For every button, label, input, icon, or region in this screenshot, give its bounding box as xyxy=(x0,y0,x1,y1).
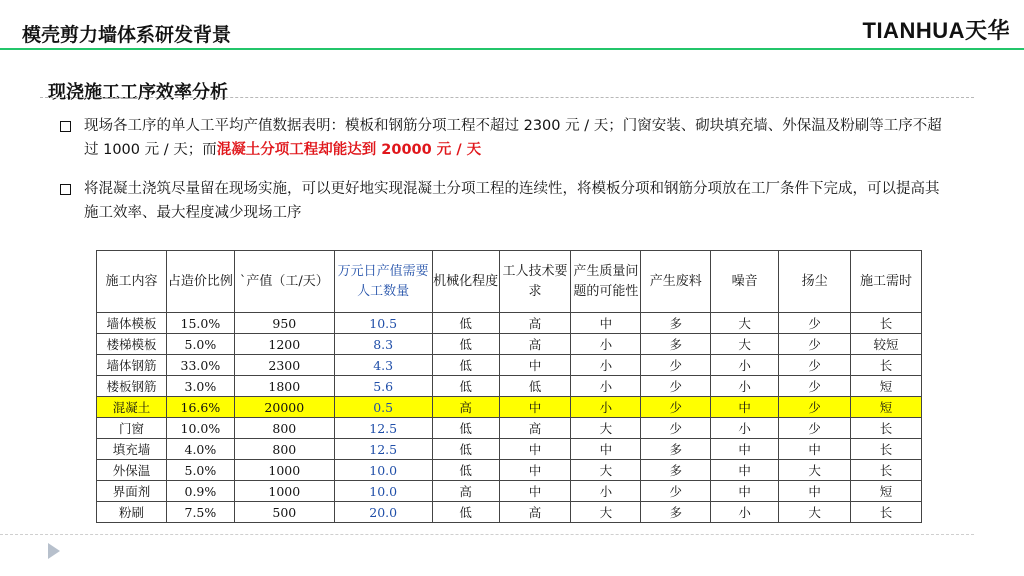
table-cell: 0.5 xyxy=(334,397,432,418)
table-cell: 混凝土 xyxy=(97,397,167,418)
table-cell: 高 xyxy=(499,502,571,523)
table-cell: 少 xyxy=(641,355,711,376)
table-row xyxy=(97,313,922,334)
table-cell: 长 xyxy=(851,355,922,376)
table-cell: 10.0 xyxy=(334,481,432,502)
table-cell: 少 xyxy=(641,397,711,418)
table-cell: 20000 xyxy=(234,397,334,418)
table-cell: 长 xyxy=(851,502,922,523)
header-divider xyxy=(0,48,1024,50)
table-cell: 多 xyxy=(641,439,711,460)
table-cell: 中 xyxy=(711,397,779,418)
table-cell: 大 xyxy=(571,460,641,481)
table-cell: 大 xyxy=(779,502,851,523)
bullet-square-icon xyxy=(60,184,71,195)
table-row xyxy=(97,376,922,397)
table-cell: 门窗 xyxy=(97,418,167,439)
table-cell: 低 xyxy=(432,376,499,397)
table-cell: 10.0 xyxy=(334,460,432,481)
table-cell: 少 xyxy=(641,418,711,439)
table-cell: 中 xyxy=(499,355,571,376)
table-cell: 低 xyxy=(432,418,499,439)
table-cell: 中 xyxy=(711,439,779,460)
table-row xyxy=(97,460,922,481)
brand-logo: TIANHUA天华 xyxy=(862,18,1010,43)
table-row xyxy=(97,439,922,460)
table-cell: 小 xyxy=(571,376,641,397)
process-efficiency-table xyxy=(96,250,922,523)
table-cell: 填充墙 xyxy=(97,439,167,460)
table-cell: 多 xyxy=(641,334,711,355)
table-cell: 低 xyxy=(432,355,499,376)
table-cell: 中 xyxy=(779,439,851,460)
table-cell: 1000 xyxy=(234,460,334,481)
table-cell: 粉刷 xyxy=(97,502,167,523)
table-cell: 小 xyxy=(711,376,779,397)
table-cell: 大 xyxy=(779,460,851,481)
table-cell: 中 xyxy=(571,313,641,334)
bullet-2-text: 将混凝土浇筑尽量留在现场实施，可以更好地实现混凝土分项工程的连续性，将模板分项和钢筋分项放在工厂条件下完成，可以提高其施工效率、最大程度减少现场工序 xyxy=(84,181,940,221)
table-cell: 4.3 xyxy=(334,355,432,376)
table-cell: 墙体钢筋 xyxy=(97,355,167,376)
table-header-cell: 施工内容 xyxy=(97,251,167,313)
table-cell: 楼梯模板 xyxy=(97,334,167,355)
table-cell: 大 xyxy=(571,418,641,439)
table-cell: 短 xyxy=(851,397,922,418)
table-cell: 中 xyxy=(499,460,571,481)
table-cell: 长 xyxy=(851,439,922,460)
table-cell: 12.5 xyxy=(334,439,432,460)
table-cell: 20.0 xyxy=(334,502,432,523)
table-cell: 高 xyxy=(432,481,499,502)
table-cell: 950 xyxy=(234,313,334,334)
bullet-1-text: 现场各工序的单人工平均产值数据表明：模板和钢筋分项工程不超过 2300 元 / 天；门窗安装、砌块填充墙、外保温及粉刷等工序不超过 1000 元 / 天；而 xyxy=(84,118,942,158)
triangle-right-icon[interactable] xyxy=(48,543,60,559)
table-cell: 中 xyxy=(711,481,779,502)
table-row xyxy=(97,397,922,418)
table-cell: 1000 xyxy=(234,481,334,502)
table-cell: 低 xyxy=(432,334,499,355)
table-cell: 少 xyxy=(779,355,851,376)
table-cell: 小 xyxy=(571,334,641,355)
bullet-item-2 xyxy=(84,177,944,225)
bullet-square-icon xyxy=(60,121,71,132)
table-cell: 多 xyxy=(641,502,711,523)
table-cell: 2300 xyxy=(234,355,334,376)
table-cell: 墙体模板 xyxy=(97,313,167,334)
table-cell: 低 xyxy=(432,460,499,481)
table-cell: 8.3 xyxy=(334,334,432,355)
table-cell: 小 xyxy=(571,397,641,418)
table-header-cell: 噪音 xyxy=(711,251,779,313)
table-cell: 多 xyxy=(641,313,711,334)
table-header-cell: 占造价比例 xyxy=(166,251,234,313)
table-header-row xyxy=(97,251,922,313)
table-cell: 少 xyxy=(779,376,851,397)
table-cell: 5.0% xyxy=(166,334,234,355)
table-cell: 800 xyxy=(234,418,334,439)
table-row xyxy=(97,418,922,439)
table-header-cell: 工人技术要求 xyxy=(499,251,571,313)
table-cell: 高 xyxy=(499,313,571,334)
slide-title: 模壳剪力墙体系研发背景 xyxy=(22,24,232,46)
table-cell: 5.0% xyxy=(166,460,234,481)
table-cell: 少 xyxy=(779,418,851,439)
table-cell: 高 xyxy=(432,397,499,418)
table-cell: 长 xyxy=(851,313,922,334)
table-cell: 外保温 xyxy=(97,460,167,481)
table-cell: 3.0% xyxy=(166,376,234,397)
table-header-cell: 万元日产值需要人工数量 xyxy=(334,251,432,313)
table-header-cell: 产生废料 xyxy=(641,251,711,313)
table-row xyxy=(97,355,922,376)
table-cell: 低 xyxy=(499,376,571,397)
table-cell: 界面剂 xyxy=(97,481,167,502)
table-cell: 1800 xyxy=(234,376,334,397)
table-cell: 小 xyxy=(711,418,779,439)
table-cell: 高 xyxy=(499,334,571,355)
bullet-item-1 xyxy=(84,114,944,162)
section-divider xyxy=(40,97,974,98)
table-cell: 小 xyxy=(711,355,779,376)
table-cell: 大 xyxy=(711,334,779,355)
table-cell: 中 xyxy=(571,439,641,460)
table-cell: 15.0% xyxy=(166,313,234,334)
table-cell: 4.0% xyxy=(166,439,234,460)
table-cell: 中 xyxy=(779,481,851,502)
table-row xyxy=(97,481,922,502)
table-header-cell: 施工需时 xyxy=(851,251,922,313)
table-cell: 楼板钢筋 xyxy=(97,376,167,397)
table-cell: 中 xyxy=(711,460,779,481)
table-cell: 高 xyxy=(499,418,571,439)
footer-divider xyxy=(0,534,974,535)
table-cell: 7.5% xyxy=(166,502,234,523)
table-cell: 短 xyxy=(851,481,922,502)
table-row xyxy=(97,502,922,523)
table-cell: 少 xyxy=(779,397,851,418)
table-cell: 少 xyxy=(779,334,851,355)
table-cell: 800 xyxy=(234,439,334,460)
table-cell: 少 xyxy=(641,481,711,502)
bullet-1-highlight: 混凝土分项工程却能达到 20000 元 / 天 xyxy=(216,142,482,158)
table-cell: 12.5 xyxy=(334,418,432,439)
table-header-cell: 产生质量问题的可能性 xyxy=(571,251,641,313)
table-row xyxy=(97,334,922,355)
table-cell: 低 xyxy=(432,313,499,334)
table-cell: 中 xyxy=(499,481,571,502)
table-cell: 大 xyxy=(711,313,779,334)
table-cell: 0.9% xyxy=(166,481,234,502)
table-cell: 长 xyxy=(851,460,922,481)
table-header-cell: 机械化程度 xyxy=(432,251,499,313)
table-cell: 多 xyxy=(641,460,711,481)
table-cell: 低 xyxy=(432,439,499,460)
table-cell: 33.0% xyxy=(166,355,234,376)
table-cell: 少 xyxy=(641,376,711,397)
table-cell: 16.6% xyxy=(166,397,234,418)
table-cell: 中 xyxy=(499,439,571,460)
table-cell: 大 xyxy=(571,502,641,523)
table-header-cell: `产值（工/天） xyxy=(234,251,334,313)
table-cell: 10.0% xyxy=(166,418,234,439)
table-cell: 短 xyxy=(851,376,922,397)
table-cell: 长 xyxy=(851,418,922,439)
table-cell: 5.6 xyxy=(334,376,432,397)
table-cell: 小 xyxy=(571,481,641,502)
table-cell: 小 xyxy=(571,355,641,376)
table-cell: 中 xyxy=(499,397,571,418)
table-cell: 500 xyxy=(234,502,334,523)
table-header-cell: 扬尘 xyxy=(779,251,851,313)
table-cell: 小 xyxy=(711,502,779,523)
section-title: 现浇施工工序效率分析 xyxy=(48,82,228,103)
table-cell: 10.5 xyxy=(334,313,432,334)
table-cell: 较短 xyxy=(851,334,922,355)
table-cell: 低 xyxy=(432,502,499,523)
table-cell: 1200 xyxy=(234,334,334,355)
table-cell: 少 xyxy=(779,313,851,334)
